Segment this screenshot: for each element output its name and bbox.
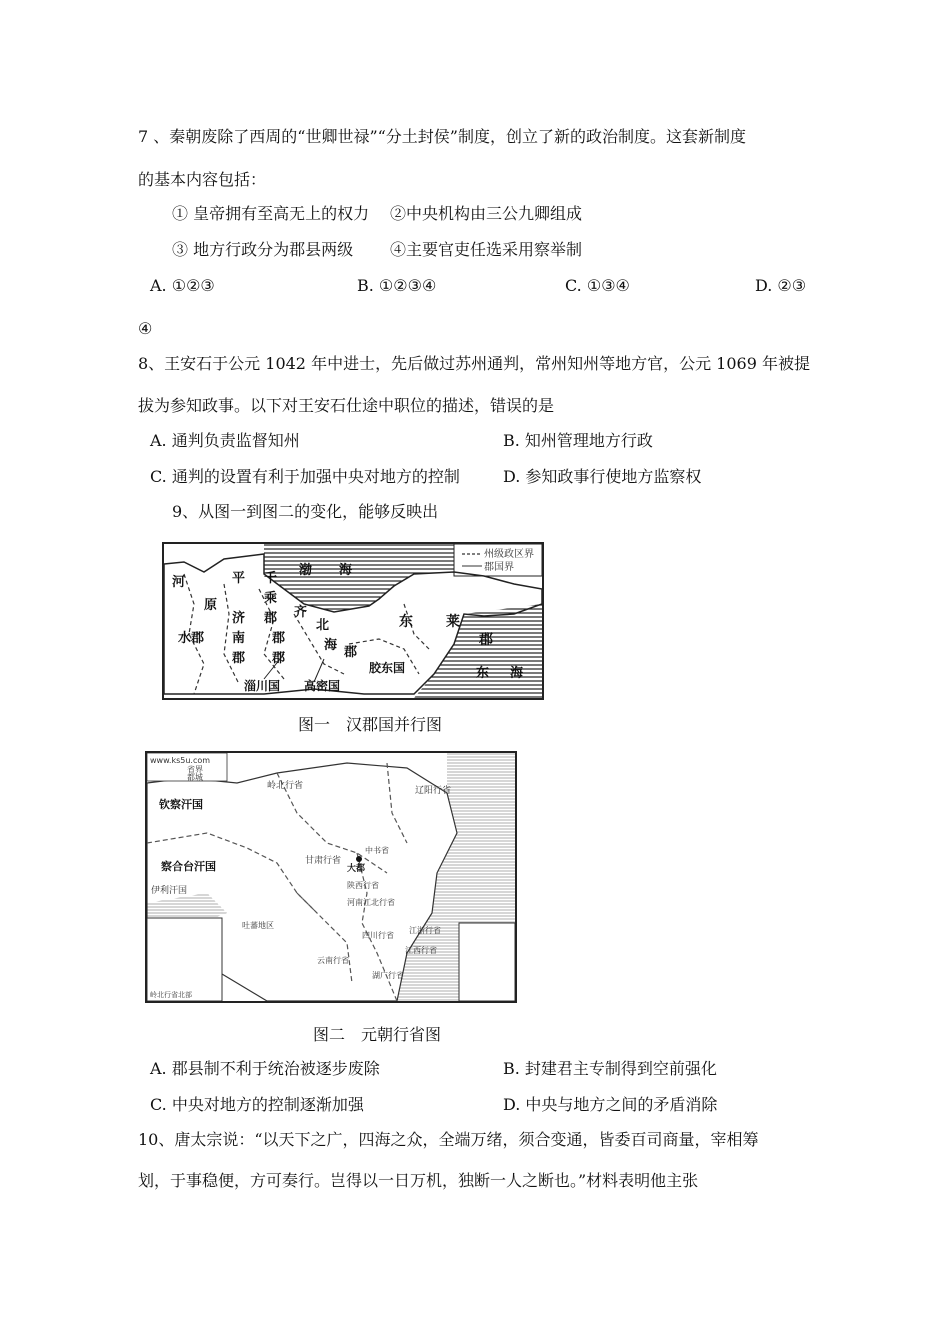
q7-option-d-wrap: ④ <box>138 319 153 338</box>
han-label-hai-3: 海 <box>510 666 524 681</box>
yuan-inset-map-2 <box>459 923 515 1001</box>
yuan-legend-label-1: 省界 <box>187 765 203 774</box>
yuan-label-jiangxi: 江西行省 <box>405 946 437 955</box>
yuan-label-liaoyang: 辽阳行省 <box>415 786 452 796</box>
han-map-figure <box>162 542 544 700</box>
han-legend-label-2: 郡国界 <box>484 562 514 573</box>
q7-item-2: ②中央机构由三公九卿组成 <box>390 204 583 223</box>
bohai-sea-area <box>264 544 454 612</box>
han-label-jun-5: 郡 <box>344 645 358 660</box>
han-label-hai: 海 <box>339 563 353 578</box>
han-label-ji: 济 <box>232 611 246 626</box>
yuan-map-svg <box>147 753 515 1001</box>
yuan-map-figure <box>145 751 517 1003</box>
yuan-label-henan: 河南江北行省 <box>347 898 395 907</box>
han-label-jun-2: 郡 <box>264 611 278 626</box>
q7-stem-line2: 的基本内容包括： <box>138 170 267 189</box>
figure2-caption: 图二 元朝行省图 <box>313 1025 442 1044</box>
yuan-label-jiangzhe: 江浙行省 <box>409 926 441 935</box>
figure1-caption: 图一 汉郡国并行图 <box>298 715 443 734</box>
han-label-nan: 南 <box>232 631 246 646</box>
q7-option-c: C. ①③④ <box>565 276 630 295</box>
yuan-border-5 <box>387 763 407 843</box>
han-label-jiaodong: 胶东国 <box>369 661 406 675</box>
q8-option-d: D. 参知政事行使地方监察权 <box>503 467 702 486</box>
yuan-border-4 <box>297 893 352 983</box>
han-label-cheng: 乘 <box>264 591 278 606</box>
q8-stem-line1: 8、王安石于公元 1042 年中进士，先后做过苏州通判，常州知州等地方官，公元 1069 年被提 <box>138 354 810 373</box>
q8-option-a: A. 通判负责监督知州 <box>150 431 300 450</box>
han-label-gaomi: 高密国 <box>304 679 341 693</box>
q9-option-a: A. 郡县制不利于统治被逐步废除 <box>150 1059 380 1078</box>
han-label-jun-1: 郡 <box>479 632 493 648</box>
yuan-label-shaanxi: 陕西行省 <box>347 881 379 890</box>
q7-option-d: D. ②③ <box>755 276 807 295</box>
dadu-capital-marker <box>356 856 362 862</box>
yuan-watermark: www.ks5u.com <box>150 756 211 765</box>
han-label-qi: 齐 <box>294 605 308 620</box>
yuan-label-chagatai: 察合台汗国 <box>161 860 216 873</box>
han-label-bo: 渤 <box>299 563 313 578</box>
han-label-dong-2: 东 <box>476 666 490 681</box>
yuan-label-sichuan: 四川行省 <box>362 931 394 940</box>
yuan-label-lingbei-north: 岭北行省北部 <box>150 991 192 999</box>
han-label-hai-2: 海 <box>324 638 338 653</box>
yuan-label-dadu: 大都 <box>347 864 366 874</box>
han-label-zichuan: 淄川国 <box>244 679 281 693</box>
q10-stem-line1: 10、唐太宗说：“以天下之广，四海之众，全端万绪，须合变通，皆委百司商量，宰相筹 <box>138 1130 759 1149</box>
q9-option-c: C. 中央对地方的控制逐渐加强 <box>150 1095 364 1114</box>
yuan-label-yunnan: 云南行省 <box>317 956 349 965</box>
yuan-label-gansu: 甘肃行省 <box>305 856 342 866</box>
han-label-he: 河 <box>172 575 186 590</box>
q8-option-b: B. 知州管理地方行政 <box>503 431 653 450</box>
q7-option-b: B. ①②③④ <box>357 276 437 295</box>
han-label-lai: 莱 <box>446 614 460 630</box>
q7-item-4: ④主要官吏任选采用察举制 <box>390 240 583 259</box>
han-label-jun-6: 郡 <box>272 651 286 666</box>
han-label-bei: 北 <box>316 618 330 633</box>
q7-item-1: ① 皇帝拥有至高无上的权力 <box>172 204 370 223</box>
east-sea-area <box>414 604 542 698</box>
han-label-qian: 千 <box>264 571 278 586</box>
yuan-label-ilkhan: 伊利汗国 <box>151 886 188 896</box>
q9-option-b: B. 封建君主专制得到空前强化 <box>503 1059 717 1078</box>
han-label-shuijun: 水郡 <box>178 631 205 646</box>
yuan-legend-label-2: 都城 <box>187 773 203 782</box>
q9-stem: 9、从图一到图二的变化，能够反映出 <box>172 502 439 521</box>
q7-stem-line1: 7 、秦朝废除了西周的“世卿世禄”“分土封侯”制度，创立了新的政治制度。这套新制度 <box>138 127 746 146</box>
yuan-label-huguang: 湖广行省 <box>372 971 404 980</box>
q7-item-3: ③ 地方行政分为郡县两级 <box>172 240 354 259</box>
yuan-label-zhongshu: 中书省 <box>365 846 389 855</box>
yuan-inset-map <box>147 918 222 1001</box>
q7-option-a: A. ①②③ <box>150 276 215 295</box>
han-label-dong: 东 <box>399 614 413 630</box>
han-label-yuan: 原 <box>204 598 218 613</box>
yuan-label-lingbei: 岭北行省 <box>267 781 304 791</box>
han-map-svg <box>164 544 542 698</box>
q8-option-c: C. 通判的设置有利于加强中央对地方的控制 <box>150 467 460 486</box>
q9-option-d: D. 中央与地方之间的矛盾消除 <box>503 1095 718 1114</box>
han-label-ping: 平 <box>232 571 246 586</box>
han-legend-label-1: 州级政区界 <box>484 549 534 560</box>
yuan-label-tubo: 吐蕃地区 <box>242 921 274 930</box>
q10-stem-line2: 划，于事稳便，方可奏行。岂得以一日万机，独断一人之断也。”材料表明他主张 <box>138 1171 699 1190</box>
han-label-jun-4: 郡 <box>272 631 286 646</box>
han-label-jun-3: 郡 <box>232 651 246 666</box>
yuan-label-qincha: 钦察汗国 <box>159 798 203 811</box>
q8-stem-line2: 拔为参知政事。以下对王安石仕途中职位的描述，错误的是 <box>138 396 555 415</box>
